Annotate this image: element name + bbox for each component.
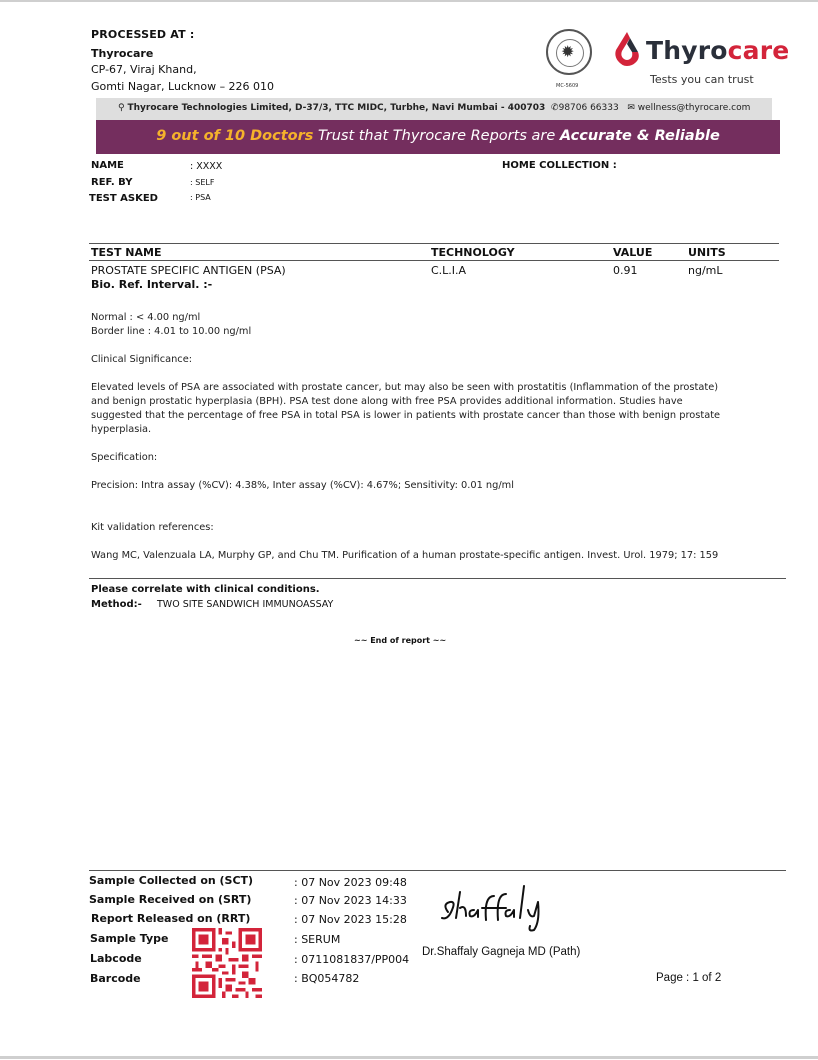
processing-lab-name: Thyrocare [91,47,154,60]
srt-value: : 07 Nov 2023 14:33 [294,894,407,907]
location-pin-icon: ⚲ [118,103,125,113]
doctor-signature [438,882,556,932]
sct-label: Sample Collected on (SCT) [89,874,254,887]
normal-range: Normal : < 4.00 ng/ml [91,312,201,323]
result-test-name: PROSTATE SPECIFIC ANTIGEN (PSA) [91,264,286,277]
result-technology: C.L.I.A [431,264,467,277]
col-header-technology: TECHNOLOGY [431,246,515,259]
ref-by-label: REF. BY [91,177,133,188]
thyrocare-logo-icon [612,30,642,70]
sample-type-label: Sample Type [90,932,169,945]
home-collection-label: HOME COLLECTION : [502,160,617,171]
whatsapp-icon: ✆ [551,103,559,113]
barcode-value: : BQ054782 [294,972,360,985]
ref-by-value: : SELF [190,178,215,187]
bottom-border [0,1056,818,1059]
result-value: 0.91 [613,264,638,277]
kit-reference: Wang MC, Valenzuala LA, Murphy GP, and Chu TM. Purification of a human prostate-specific antigen. Invest. Urol. 1979; 17: 159 [91,550,719,561]
clinical-text-line1: Elevated levels of PSA are associated with prostate cancer, but may also be seen with prostatitis (Inflammation of the prostate) [91,382,719,393]
promo-bold: Accurate & Reliable [559,128,720,144]
sample-type-value: : SERUM [294,933,341,946]
promo-banner [96,120,780,154]
brand-logo-text: Thyrocare [646,36,790,65]
top-border [0,0,818,2]
company-email: wellness@thyrocare.com [637,103,751,113]
test-asked-value: : PSA [190,193,211,202]
section-rule [89,578,786,579]
accreditation-seal-icon: ✹ [546,29,592,75]
kit-validation-heading: Kit validation references: [91,522,214,533]
clinical-significance-heading: Clinical Significance: [91,354,193,365]
clinical-text-line4: hyperplasia. [91,424,152,435]
result-units: ng/mL [688,264,723,277]
bio-ref-label: Bio. Ref. Interval. :- [91,278,213,291]
srt-label: Sample Received on (SRT) [89,893,252,906]
barcode-label: Barcode [90,972,141,985]
table-header-rule [89,260,779,261]
name-label: NAME [91,160,124,171]
clinical-text-line3: suggested that the percentage of free PSA in total PSA is lower in patients with prostate cancer than those with benign prostate [91,410,721,421]
brand-tagline: Tests you can trust [650,73,754,86]
company-phone: 98706 66333 [558,103,619,113]
processing-lab-address-line1: CP-67, Viraj Khand, [91,63,197,76]
rrt-value: : 07 Nov 2023 15:28 [294,913,407,926]
table-top-rule [89,243,779,244]
qr-code-icon [192,928,262,998]
processed-at-heading: PROCESSED AT : [91,28,195,41]
address-banner [96,98,772,120]
col-header-units: UNITS [688,246,726,259]
page-number: Page : 1 of 2 [656,972,722,984]
method-value: TWO SITE SANDWICH IMMUNOASSAY [157,599,334,610]
end-of-report: ~~ End of report ~~ [354,636,447,645]
rrt-label: Report Released on (RRT) [91,912,251,925]
borderline-range: Border line : 4.01 to 10.00 ng/ml [91,326,252,337]
mail-icon: ✉ [627,103,635,113]
sct-value: : 07 Nov 2023 09:48 [294,876,407,889]
test-asked-label: TEST ASKED [89,193,158,204]
correlate-note: Please correlate with clinical conditions. [91,584,320,595]
col-header-value: VALUE [613,246,653,259]
promo-highlight: 9 out of 10 Doctors [156,128,314,144]
processing-lab-address-line2: Gomti Nagar, Lucknow – 226 010 [91,80,275,93]
labcode-value: : 0711081837/PP004 [294,953,410,966]
col-header-test-name: TEST NAME [91,246,162,259]
clinical-text-line2: and benign prostatic hyperplasia (BPH). PSA test done along with free PSA provides additional information. Studies have [91,396,683,407]
specification-heading: Specification: [91,452,158,463]
doctor-name: Dr.Shaffaly Gagneja MD (Path) [422,946,581,958]
name-value: : XXXX [190,161,223,172]
promo-middle: Trust that Thyrocare Reports are [313,128,560,144]
labcode-label: Labcode [90,952,142,965]
footer-rule [89,870,786,871]
precision-text: Precision: Intra assay (%CV): 4.38%, Inter assay (%CV): 4.67%; Sensitivity: 0.01 ng/ml [91,480,514,491]
accreditation-code: MC-5609 [556,83,579,89]
company-address: Thyrocare Technologies Limited, D-37/3, TTC MIDC, Turbhe, Navi Mumbai - 400703 [127,103,546,113]
method-label: Method:- [91,599,142,610]
